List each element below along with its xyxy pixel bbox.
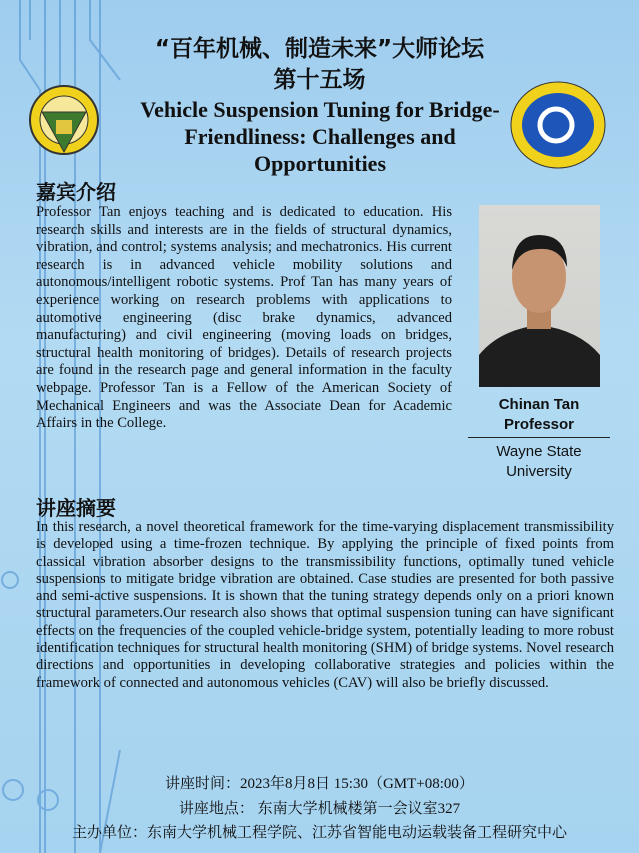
school-of-mechanical-engineering-logo [508,80,608,170]
speaker-affiliation-line1: Wayne State [496,443,582,460]
organizer: 主办单位：东南大学机械工程学院、江苏省智能电动运载装备工程研究中心 [71,825,567,841]
lecture-location: 讲座地点： 东南大学机械楼第一会议室327 [178,801,461,817]
speaker-photo [479,205,600,387]
bio-heading: 嘉宾介绍 [36,180,116,204]
session-number: 第十五场 [273,67,366,93]
lecture-title: Vehicle Suspension Tuning for Bridge-Friendliness: Challenges and Opportunities [140,97,500,176]
divider [468,437,610,438]
abstract-text: In this research, a novel theoretical framework for the time-varying displacement transmissibility is developed using a time-frozen technique. By applying the principle of fixed points from classical vibration absorber designs to the transmissibility functions, optimally tuned vehicle suspensions to mitigate bridge vibration are obtained. Case studies are presented for both passive and semi-active suspensions. It is shown that the tuning strategy depends only on a priori known structural parameters.Our research also shows that optimal suspension tuning can have significant effects on the frequencies of the coupled vehicle-bridge system, potentially leading to more robust identification techniques for structural health monitoring (SHM) of bridge systems. Novel research directions and opportunities in developing collaborative strategies and policies within the framework of connected and autonomous vehicles (CAV) will also be briefly discussed. [36,519,614,691]
speaker-title: Professor [503,416,575,433]
lecture-time: 讲座时间：2023年8月8日 15:30（GMT+08:00） [165,776,474,792]
speaker-name: Chinan Tan [498,396,580,413]
bio-text: Professor Tan enjoys teaching and is dedicated to education. His research skills and interests are in the fields of structural dynamics, vibration, and control; systems analysis; and mechatronics. His current research is in advanced vehicle mobility solutions and autonomous/intelligent robotic systems. Prof Tan has many years of experience working on research problems with applications to automotive engineering (disc brake dynamics, advanced manufacturing) and civil engineering (moving loads on bridges, structural health monitoring of bridges). Details of research projects are found in the research page and general information in the faculty webpage. Professor Tan is a Fellow of the American Society of Mechanical Engineers and was the Associate Dean for Academic Affairs in the College. [36,204,452,432]
forum-title: “百年机械、制造未来”大师论坛 [154,36,485,62]
southeast-university-logo [28,72,100,167]
speaker-affiliation-line2: University [506,463,572,480]
abstract-heading: 讲座摘要 [36,496,116,520]
